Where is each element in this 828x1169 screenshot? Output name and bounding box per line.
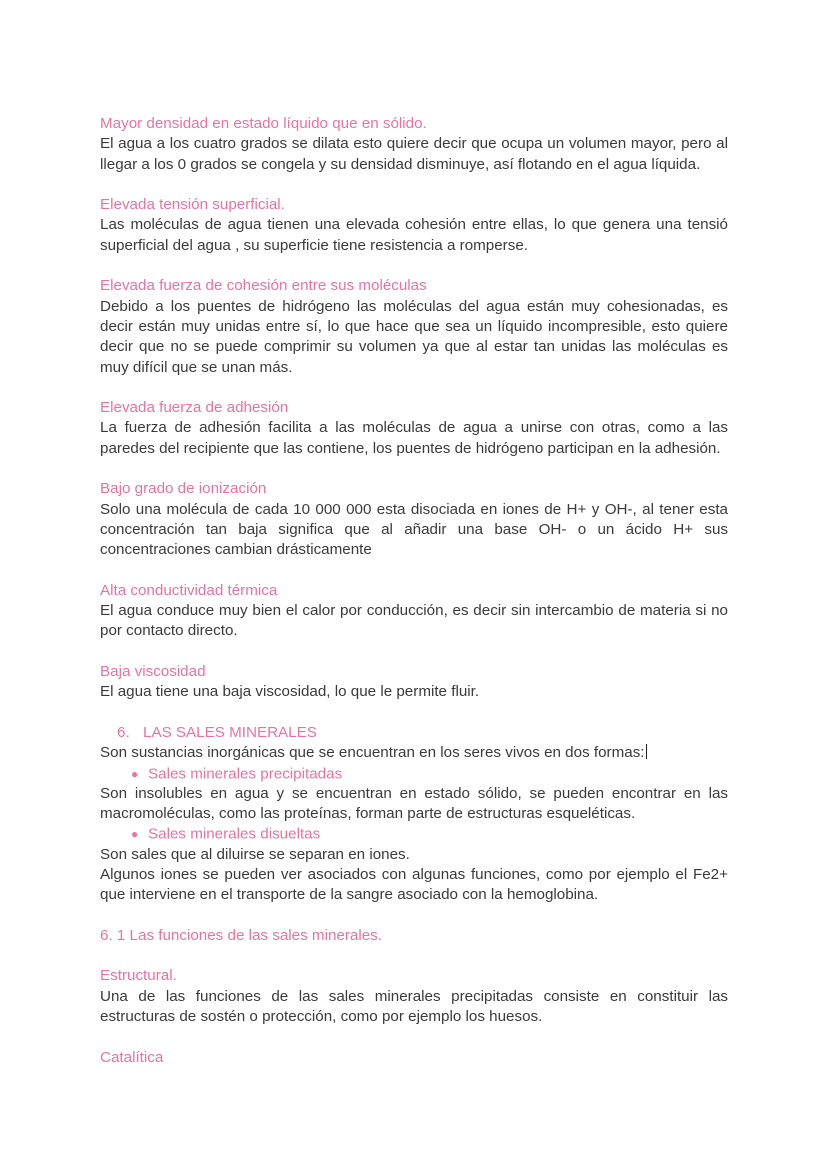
blank-line <box>100 175 728 195</box>
paragraph-text: Son sustancias inorgánicas que se encuentran en los seres vivos en dos formas: <box>100 744 645 762</box>
bullet-icon: ● <box>131 766 139 781</box>
paragraph-text: paredes del recipiente que las contiene, los puentes de hidrógeno participan en la adhesión. <box>100 439 721 457</box>
paragraph-line <box>100 987 728 1007</box>
paragraph-text: macromoléculas, como las proteínas, forman parte de estructuras esqueléticas. <box>100 805 636 823</box>
document-content <box>100 114 728 1068</box>
paragraph-line <box>100 804 728 824</box>
blank-line <box>100 561 728 581</box>
paragraph-line <box>100 682 728 702</box>
bullet-item-label: Sales minerales precipitadas <box>148 765 343 782</box>
blank-line <box>100 946 728 966</box>
paragraph-text: estructuras de sostén o protección, como por ejemplo los huesos. <box>100 1008 543 1026</box>
section-heading: Catalítica <box>100 1048 164 1066</box>
section-heading: Elevada tensión superficial. <box>100 196 285 214</box>
paragraph-text: Las moléculas de agua tienen una elevada cohesión entre ellas, lo que genera una tensió <box>100 216 728 234</box>
paragraph-text: llegar a los 0 grados se congela y su densidad disminuye, así flotando en el agua líquida. <box>100 155 701 173</box>
paragraph-text: concentración tan baja significa que al añadir una base OH- o un ácido H+ sus <box>100 520 728 538</box>
paragraph-line <box>100 621 728 641</box>
paragraph-line <box>100 236 728 256</box>
section-heading: Bajo grado de ionización <box>100 480 267 498</box>
paragraph-line <box>100 500 728 520</box>
paragraph-line <box>100 215 728 235</box>
section-heading: Baja viscosidad <box>100 663 206 681</box>
numbered-item-label: LAS SALES MINERALES <box>143 723 317 741</box>
paragraph-line <box>100 155 728 175</box>
blank-line <box>100 703 728 723</box>
section-heading: Mayor densidad en estado líquido que en sólido. <box>100 115 427 132</box>
bullet-list-item <box>100 824 728 844</box>
section-heading: Estructural. <box>100 967 177 985</box>
paragraph-text: Son sales que al diluirse se separan en iones. <box>100 845 410 863</box>
paragraph-line <box>100 520 728 540</box>
paragraph-line <box>100 134 728 154</box>
paragraph-text: Debido a los puentes de hidrógeno las moléculas del agua están muy cohesionadas, es <box>100 297 728 315</box>
paragraph-text: concentraciones cambian drásticamente <box>100 541 372 559</box>
section-heading: Alta conductividad térmica <box>100 581 278 599</box>
paragraph-text: El agua tiene una baja viscosidad, lo que le permite fluir. <box>100 683 480 701</box>
paragraph-line <box>100 317 728 337</box>
paragraph-line <box>100 358 728 378</box>
paragraph-line <box>100 743 728 763</box>
paragraph-line <box>100 784 728 804</box>
bullet-list-item <box>100 764 728 784</box>
paragraph-text: decir que no se puede comprimir su volumen ya que al estar tan unidas las moléculas es <box>100 338 728 356</box>
section-heading: Elevada fuerza de cohesión entre sus moléculas <box>100 277 427 295</box>
list-number: 6. <box>117 723 130 741</box>
paragraph-text: que interviene en el transporte de la sangre asociado con la hemoglobina. <box>100 886 599 904</box>
blank-line <box>100 459 728 479</box>
paragraph-line <box>100 297 728 317</box>
paragraph-text: decir están muy unidas entre sí, lo que hace que sea un líquido incompresible, esto quiere <box>100 317 728 335</box>
section-heading: Elevada fuerza de adhesión <box>100 399 289 417</box>
paragraph-line <box>100 337 728 357</box>
paragraph-line <box>100 540 728 560</box>
paragraph-line <box>100 1007 728 1027</box>
section-heading: 6. 1 Las funciones de las sales minerales. <box>100 926 382 944</box>
paragraph-text: Una de las funciones de las sales minerales precipitadas consiste en constituir las <box>100 987 728 1005</box>
paragraph-line <box>100 439 728 459</box>
paragraph-text: El agua conduce muy bien el calor por conducción, es decir sin intercambio de materia si no <box>100 602 728 620</box>
paragraph-text: superficial del agua , su superficie tiene resistencia a romperse. <box>100 236 529 254</box>
bullet-icon: ● <box>131 827 139 842</box>
blank-line <box>100 256 728 276</box>
paragraph-text: muy difícil que se unan más. <box>100 358 293 376</box>
paragraph-text: Algunos iones se pueden ver asociados con algunas funciones, como por ejemplo el Fe2+ <box>100 865 728 883</box>
paragraph-text: La fuerza de adhesión facilita a las moléculas de agua a unirse con otras, como a las <box>100 419 728 437</box>
blank-line <box>100 642 728 662</box>
paragraph-text: Solo una molécula de cada 10 000 000 esta disociada en iones de H+ y OH-, al tener esta <box>100 500 728 518</box>
paragraph-line <box>100 885 728 905</box>
paragraph-line <box>100 845 728 865</box>
paragraph-line <box>100 865 728 885</box>
numbered-list-item <box>100 723 728 743</box>
paragraph-text: El agua a los cuatro grados se dilata esto quiere decir que ocupa un volumen mayor, pero al <box>100 135 728 153</box>
text-cursor[interactable] <box>646 744 648 759</box>
blank-line <box>100 906 728 926</box>
blank-line <box>100 378 728 398</box>
paragraph-text: por contacto directo. <box>100 622 238 640</box>
paragraph-line <box>100 601 728 621</box>
blank-line <box>100 1027 728 1047</box>
paragraph-line <box>100 418 728 438</box>
paragraph-text: Son insolubles en agua y se encuentran en estado sólido, se pueden encontrar en las <box>100 784 728 802</box>
bullet-item-label: Sales minerales disueltas <box>148 825 321 843</box>
